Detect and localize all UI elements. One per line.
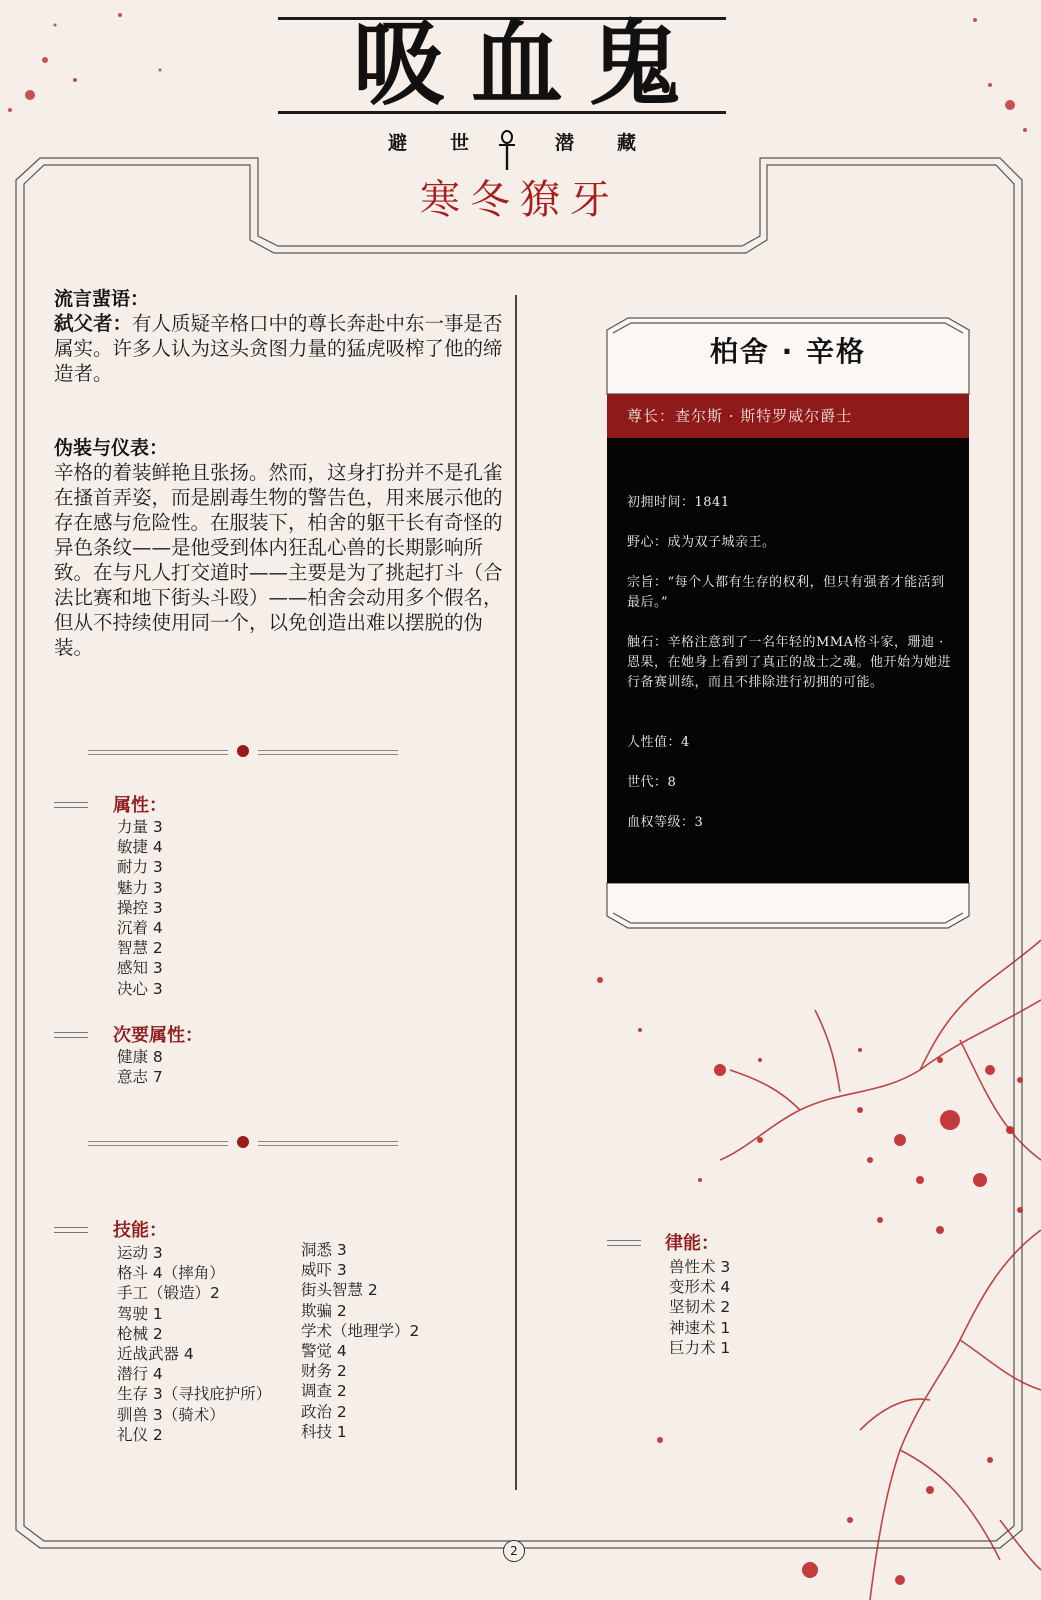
subtitle-char-2: 世 xyxy=(450,132,470,154)
humanity: 人性值：4 xyxy=(627,735,690,750)
discipline-item: 巨力术 1 xyxy=(669,1338,731,1357)
rumors-section xyxy=(54,284,504,386)
blood-potency: 血权等级：3 xyxy=(627,815,704,830)
skill-item: 洞悉 3 xyxy=(301,1241,347,1259)
skill-item: 调查 2 xyxy=(301,1382,347,1401)
ankh-icon xyxy=(497,130,517,170)
secondary-heading: 次要属性： xyxy=(113,1025,203,1046)
attribute-item: 决心 3 xyxy=(117,979,163,998)
discipline-item: 神速术 1 xyxy=(669,1318,731,1337)
sire-band xyxy=(607,394,969,438)
secondary-item: 意志 7 xyxy=(117,1068,163,1087)
skill-item: 欺骗 2 xyxy=(301,1301,347,1320)
disguise-text: 辛格的着装鲜艳且张扬。然而，这身打扮并不是孔雀在搔首弄姿，而是剧毒生物的警告色，用来展示他的存在感与危险性。在服装下，柏舍的躯干长有奇怪的异色条纹——是他受到体内狂乱心兽的长期影响所致。在与凡人打交道时——主要是为了挑起打斗（合法比赛和地下街头斗殴）——柏舍会动用多个假名，但从不持续使用同一个，以免创造出难以摆脱的伪装。 xyxy=(54,461,503,659)
skill-item: 格斗 4（摔角） xyxy=(117,1264,225,1283)
attributes-heading: 属性： xyxy=(113,795,167,816)
attribute-item: 操控 3 xyxy=(117,898,163,917)
sire-text: 尊长：查尔斯 · 斯特罗威尔爵士 xyxy=(627,407,853,425)
secondary-item: 健康 8 xyxy=(117,1048,163,1066)
discipline-item: 变形术 4 xyxy=(669,1278,731,1297)
skill-item: 威吓 3 xyxy=(301,1261,347,1280)
disciplines-heading: 律能： xyxy=(665,1233,719,1254)
attribute-item: 耐力 3 xyxy=(117,858,163,877)
skill-item: 警觉 4 xyxy=(301,1342,347,1361)
discipline-item: 坚韧术 2 xyxy=(669,1298,731,1317)
skill-item: 运动 3 xyxy=(117,1244,163,1262)
character-card-body xyxy=(607,438,969,883)
rumors-text xyxy=(54,311,504,386)
skill-item: 科技 1 xyxy=(301,1422,347,1441)
attributes-dash xyxy=(54,802,88,808)
disciplines-dash xyxy=(607,1240,641,1246)
skill-item: 学术（地理学）2 xyxy=(301,1321,420,1340)
attribute-item: 智慧 2 xyxy=(117,939,163,958)
section-title: 寒冬獠牙 xyxy=(420,177,620,223)
main-title: 吸血鬼 xyxy=(352,10,707,118)
secondary-dash xyxy=(54,1032,88,1038)
column-divider xyxy=(515,295,517,1490)
skill-item: 潜行 4 xyxy=(117,1365,163,1384)
ambition: 野心：成为双子城亲王。 xyxy=(627,535,776,550)
skill-item: 街头智慧 2 xyxy=(301,1281,378,1300)
rumor-label: 弑父者： xyxy=(54,312,133,335)
secondary-list xyxy=(117,1047,163,1087)
subtitle-char-4: 藏 xyxy=(617,132,637,154)
embrace-date: 初拥时间：1841 xyxy=(627,495,730,510)
subtitle xyxy=(380,128,650,158)
creed: 宗旨：“每个人都有生存的权利，但只有强者才能活到最后。” xyxy=(627,575,945,610)
skills-list-2 xyxy=(301,1240,419,1442)
attribute-item: 感知 3 xyxy=(117,959,163,978)
attribute-item: 力量 3 xyxy=(117,818,163,836)
rumors-heading: 流言蜚语： xyxy=(54,288,150,310)
skills-heading: 技能： xyxy=(113,1220,167,1241)
generation: 世代：8 xyxy=(627,775,677,790)
touchstone: 触石：辛格注意到了一名年轻的MMA格斗家，珊迪 · 恩果，在她身上看到了真正的战士之魂。他开始为她进行备赛训练，而且不排除进行初拥的可能。 xyxy=(627,635,952,690)
skills-dash xyxy=(54,1227,88,1233)
skill-item: 礼仪 2 xyxy=(117,1425,163,1444)
skill-item: 生存 3（寻找庇护所） xyxy=(117,1385,272,1404)
rumor-body: 有人质疑辛格口中的尊长奔赴中东一事是否属实。许多人认为这头贪图力量的猛虎吸榨了他的缔造者。 xyxy=(54,312,503,385)
attributes-list xyxy=(117,817,163,999)
attribute-item: 沉着 4 xyxy=(117,919,163,938)
attribute-item: 魅力 3 xyxy=(117,878,163,897)
character-name: 柏舍 · 辛格 xyxy=(709,335,867,368)
discipline-item: 兽性术 3 xyxy=(669,1258,731,1276)
skill-item: 驾驶 1 xyxy=(117,1304,163,1323)
skill-item: 枪械 2 xyxy=(117,1324,163,1343)
skill-item: 近战武器 4 xyxy=(117,1345,194,1364)
subtitle-char-3: 潜 xyxy=(555,132,575,154)
subtitle-char-1: 避 xyxy=(388,132,408,154)
skills-list-1 xyxy=(117,1243,271,1445)
disciplines-list xyxy=(669,1257,730,1358)
disguise-heading: 伪装与仪表： xyxy=(54,437,169,459)
page-number: 2 xyxy=(503,1540,525,1562)
attribute-item: 敏捷 4 xyxy=(117,838,163,857)
skill-item: 政治 2 xyxy=(301,1402,347,1421)
disguise-section xyxy=(54,433,504,660)
skill-item: 驯兽 3（骑术） xyxy=(117,1405,225,1424)
skill-item: 手工（锻造）2 xyxy=(117,1284,220,1303)
skill-item: 财务 2 xyxy=(301,1362,347,1381)
